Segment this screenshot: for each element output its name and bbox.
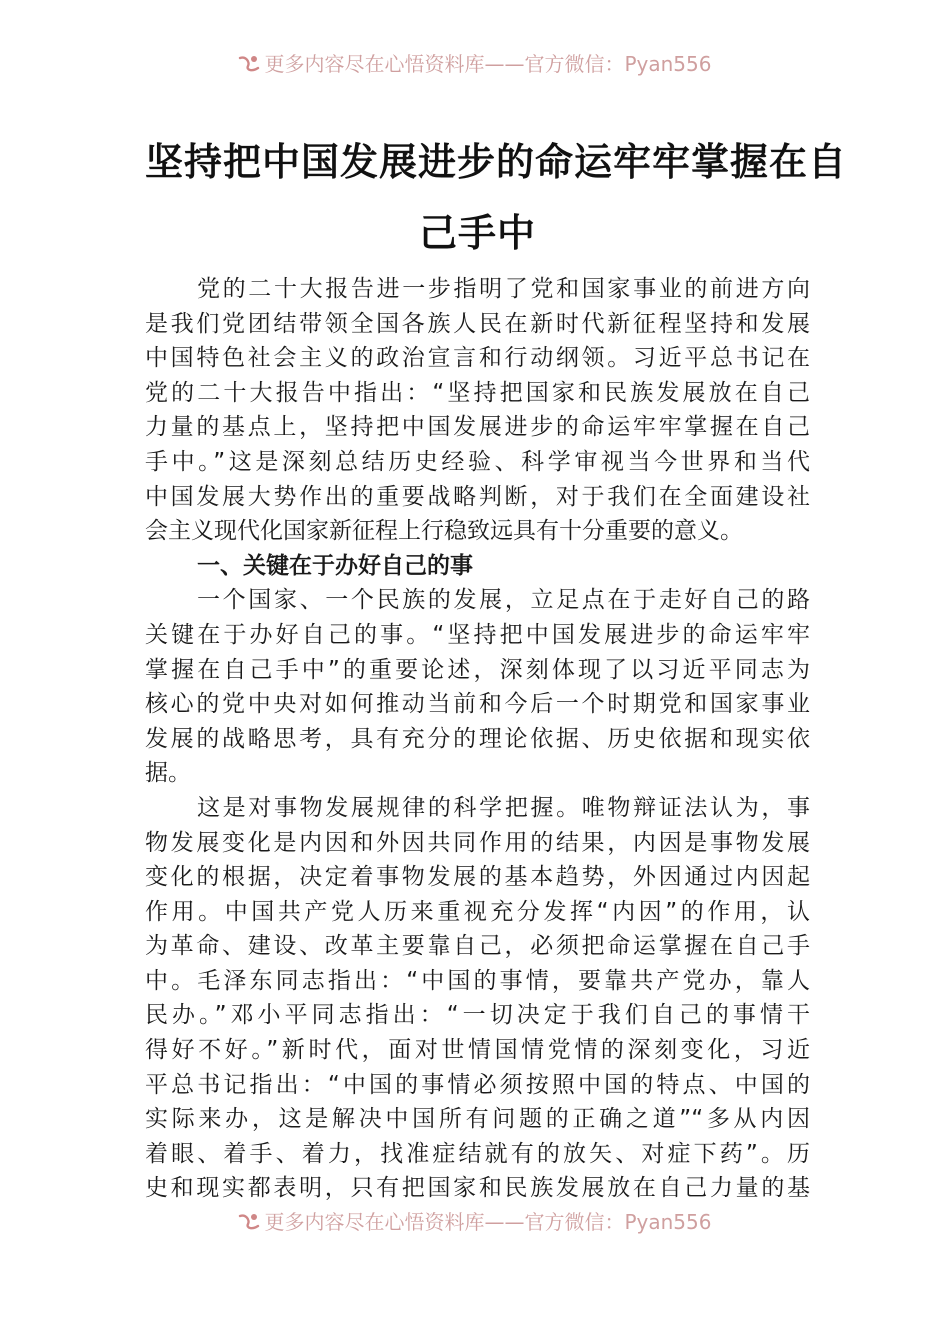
text-line: 党的二十大报告进一步指明了党和国家事业的前进方向 — [197, 276, 810, 302]
document-title-line-1: 坚持把中国发展进步的命运牢牢掌握在自 — [145, 139, 848, 184]
text-line: 变化的根据，决定着事物发展的基本趋势，外因通过内因起 — [145, 864, 810, 891]
text-line: 为革命、建设、改革主要靠自己，必须把命运掌握在自己手 — [145, 933, 810, 960]
text-line: 中。毛泽东同志指出：“中国的事情，要靠共产党办，靠人 — [145, 967, 810, 994]
watermark-text: 更多内容尽在心悟资料库——官方微信：Pyan556 — [264, 1210, 712, 1234]
text-line: 会主义现代化国家新征程上行稳致远具有十分重要的意义。 — [145, 518, 743, 545]
watermark-top — [0, 50, 950, 78]
text-line: 物发展变化是内因和外因共同作用的结果，内因是事物发展 — [145, 829, 810, 856]
text-line: 这是对事物发展规律的科学把握。唯物辩证法认为，事 — [197, 794, 810, 821]
text-line: 手中。”这是深刻总结历史经验、科学审视当今世界和当代 — [145, 448, 810, 475]
text-line: 着眼、着手、着力，找准症结就有的放矢、对症下药”。历 — [145, 1140, 810, 1167]
text-line: 民办。”邓小平同志指出：“一切决定于我们自己的事情干 — [145, 1002, 810, 1029]
document-body — [145, 272, 810, 1206]
text-line: 据。 — [145, 760, 191, 787]
text-line: 平总书记指出：“中国的事情必须按照中国的特点、中国的 — [145, 1071, 810, 1098]
text-line: 作用。中国共产党人历来重视充分发挥“内因”的作用，认 — [145, 898, 810, 925]
text-line: 是我们党团结带领全国各族人民在新时代新征程坚持和发展 — [145, 310, 810, 337]
watermark-text: 更多内容尽在心悟资料库——官方微信：Pyan556 — [264, 52, 712, 76]
logo-icon — [238, 54, 260, 74]
text-line: 中国特色社会主义的政治宣言和行动纲领。习近平总书记在 — [145, 345, 810, 372]
text-line: 党的二十大报告中指出：“坚持把国家和民族发展放在自己 — [145, 379, 810, 406]
text-line: 史和现实都表明，只有把国家和民族发展放在自己力量的基 — [145, 1175, 810, 1202]
watermark-bottom — [0, 1208, 950, 1236]
text-line: 掌握在自己手中”的重要论述，深刻体现了以习近平同志为 — [145, 656, 810, 683]
document-title-line-2: 己手中 — [418, 210, 536, 255]
text-line: 得好不好。”新时代，面对世情国情党情的深刻变化，习近 — [145, 1037, 810, 1064]
logo-icon — [238, 1212, 260, 1232]
text-line: 一个国家、一个民族的发展，立足点在于走好自己的路 — [197, 587, 810, 614]
text-line: 中国发展大势作出的重要战略判断，对于我们在全面建设社 — [145, 483, 810, 510]
text-line: 实际来办，这是解决中国所有问题的正确之道”“多从内因 — [145, 1106, 810, 1133]
text-line: 发展的战略思考，具有充分的理论依据、历史依据和现实依 — [145, 725, 810, 752]
section-heading: 一、关键在于办好自己的事 — [197, 552, 473, 579]
text-line: 关键在于办好自己的事。“坚持把中国发展进步的命运牢牢 — [145, 621, 810, 648]
text-line: 核心的党中央对如何推动当前和今后一个时期党和国家事业 — [145, 691, 810, 718]
text-line: 力量的基点上，坚持把中国发展进步的命运牢牢掌握在自己 — [145, 414, 810, 441]
